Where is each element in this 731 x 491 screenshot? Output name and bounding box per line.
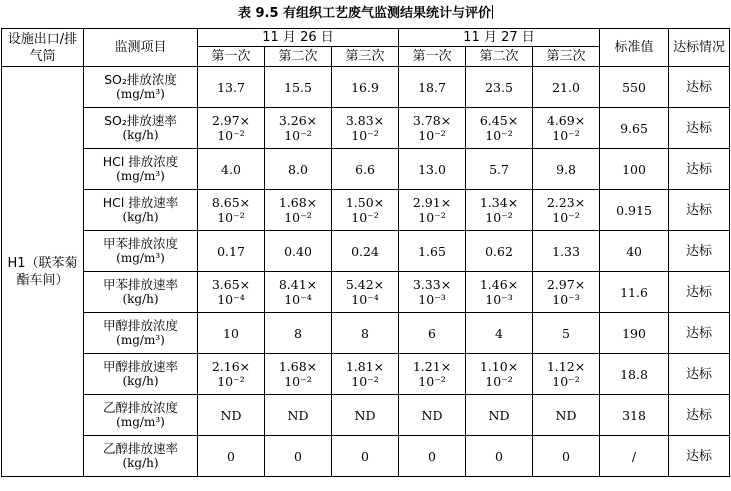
table-row (2, 395, 730, 436)
value-mantissa: 3.26× (278, 113, 318, 128)
value-cell (332, 67, 399, 108)
value-text: 9.8 (556, 161, 576, 177)
value-text: 5 (562, 325, 570, 341)
value-cell (265, 231, 332, 272)
value-exponent: 10⁻² (351, 128, 379, 143)
value-text: 21.0 (552, 79, 580, 95)
value-cell (399, 67, 466, 108)
emissions-table (1, 28, 730, 477)
table-row (2, 231, 730, 272)
value-mantissa: 2.97× (211, 113, 251, 128)
value-cell (265, 436, 332, 477)
value-cell (399, 436, 466, 477)
value-text: 0 (428, 448, 436, 464)
value-exponent: 10⁻³ (485, 292, 513, 307)
value-cell (533, 313, 600, 354)
value-cell (265, 67, 332, 108)
value-cell (533, 108, 600, 149)
value-mantissa: 2.23× (546, 195, 586, 210)
value-cell (533, 272, 600, 313)
value-cell (332, 436, 399, 477)
value-text: ND (421, 407, 443, 423)
value-text: 4 (495, 325, 503, 341)
monitoring-item-cell (84, 436, 198, 477)
evaluation-cell: 达标 (669, 354, 730, 395)
value-mantissa: 4.69× (546, 113, 586, 128)
value-exponent: 10⁻² (351, 374, 379, 389)
evaluation-cell: 达标 (669, 395, 730, 436)
text-cursor (492, 5, 493, 19)
value-cell (399, 272, 466, 313)
item-name: SO₂排放速率 (104, 113, 177, 128)
evaluation-cell: 达标 (669, 108, 730, 149)
value-mantissa: 8.65× (211, 195, 251, 210)
item-unit: (kg/h) (122, 456, 159, 470)
header-item: 监测项目 (84, 29, 198, 67)
item-name: 乙醇排放速率 (102, 441, 178, 456)
value-mantissa: 1.21× (412, 359, 452, 374)
value-cell (533, 149, 600, 190)
evaluation-cell: 达标 (669, 231, 730, 272)
value-cell (198, 149, 265, 190)
monitoring-item-cell (84, 313, 198, 354)
value-cell (399, 395, 466, 436)
monitoring-item-cell (84, 395, 198, 436)
value-text: 8.0 (288, 161, 308, 177)
value-cell (198, 190, 265, 231)
value-cell (265, 190, 332, 231)
value-cell (533, 436, 600, 477)
value-cell (466, 67, 533, 108)
value-cell (198, 67, 265, 108)
value-text: 0 (361, 448, 369, 464)
item-name: 甲苯排放浓度 (102, 236, 178, 251)
value-exponent: 10⁻⁴ (284, 292, 312, 307)
value-cell (265, 149, 332, 190)
item-unit: (mg/m³) (116, 87, 165, 101)
value-exponent: 10⁻² (552, 374, 580, 389)
value-cell (332, 354, 399, 395)
value-text: 8 (294, 325, 302, 341)
value-text: 0 (294, 448, 302, 464)
header-run-3: 第三次 (332, 47, 399, 67)
header-run-5: 第二次 (466, 47, 533, 67)
item-name: 甲苯排放速率 (102, 277, 178, 292)
value-text: 5.7 (489, 161, 509, 177)
item-unit: (mg/m³) (116, 333, 165, 347)
header-run-4: 第一次 (399, 47, 466, 67)
value-mantissa: 1.46× (479, 277, 519, 292)
value-cell (466, 313, 533, 354)
header-standard: 标准值 (600, 29, 669, 67)
value-mantissa: 1.10× (479, 359, 519, 374)
value-cell (332, 149, 399, 190)
value-text: 10 (223, 325, 239, 341)
header-date-2: 11 月 27 日 (399, 29, 600, 47)
value-cell (533, 231, 600, 272)
value-text: 6.6 (355, 161, 375, 177)
standard-value-cell: 318 (600, 395, 669, 436)
item-name: HCl 排放速率 (102, 195, 179, 210)
value-cell (332, 395, 399, 436)
header-date-1: 11 月 26 日 (198, 29, 399, 47)
value-mantissa: 3.83× (345, 113, 385, 128)
value-mantissa: 1.68× (278, 195, 318, 210)
monitoring-item-cell (84, 272, 198, 313)
value-exponent: 10⁻² (485, 128, 513, 143)
value-text: 8 (361, 325, 369, 341)
value-cell (399, 108, 466, 149)
table-row (2, 67, 730, 108)
standard-value-cell: 0.915 (600, 190, 669, 231)
value-text: 0 (227, 448, 235, 464)
monitoring-item-cell (84, 190, 198, 231)
value-cell (399, 190, 466, 231)
value-cell (466, 190, 533, 231)
value-cell (399, 313, 466, 354)
value-text: 1.65 (418, 243, 446, 259)
item-name: 甲醇排放浓度 (102, 318, 178, 333)
value-cell (198, 354, 265, 395)
value-mantissa: 3.65× (211, 277, 251, 292)
evaluation-cell: 达标 (669, 313, 730, 354)
value-text: 0.40 (284, 243, 312, 259)
standard-value-cell: 18.8 (600, 354, 669, 395)
value-cell (466, 354, 533, 395)
site-name-cell: H1（联苯菊酯车间） (2, 67, 84, 477)
value-exponent: 10⁻⁴ (351, 292, 379, 307)
value-mantissa: 5.42× (345, 277, 385, 292)
value-cell (332, 190, 399, 231)
value-text: ND (287, 407, 309, 423)
value-text: 0.17 (217, 243, 245, 259)
value-text: ND (555, 407, 577, 423)
value-cell (533, 190, 600, 231)
standard-value-cell: / (600, 436, 669, 477)
table-row (2, 149, 730, 190)
monitoring-item-cell (84, 67, 198, 108)
value-cell (198, 108, 265, 149)
table-row (2, 354, 730, 395)
value-text: 13.7 (217, 79, 245, 95)
table-caption: 表 9.5 有组织工艺废气监测结果统计与评价 (237, 6, 492, 21)
header-run-6: 第三次 (533, 47, 600, 67)
value-mantissa: 2.91× (412, 195, 452, 210)
monitoring-item-cell (84, 108, 198, 149)
value-cell (466, 231, 533, 272)
value-cell (265, 108, 332, 149)
item-unit: (kg/h) (122, 292, 159, 306)
value-exponent: 10⁻⁴ (217, 292, 245, 307)
value-cell (265, 395, 332, 436)
item-name: 乙醇排放浓度 (102, 400, 178, 415)
value-exponent: 10⁻² (284, 374, 312, 389)
value-text: 0 (495, 448, 503, 464)
item-name: 甲醇排放速率 (102, 359, 178, 374)
table-row (2, 272, 730, 313)
header-evaluation: 达标情况 (669, 29, 730, 67)
item-unit: (mg/m³) (116, 169, 165, 183)
value-mantissa: 1.50× (345, 195, 385, 210)
value-mantissa: 6.45× (479, 113, 519, 128)
table-row (2, 313, 730, 354)
value-text: 6 (428, 325, 436, 341)
value-text: 18.7 (418, 79, 446, 95)
standard-value-cell: 40 (600, 231, 669, 272)
value-mantissa: 2.16× (211, 359, 251, 374)
value-exponent: 10⁻² (418, 374, 446, 389)
header-site: 设施出口/排气筒 (2, 29, 84, 67)
value-text: ND (488, 407, 510, 423)
standard-value-cell: 11.6 (600, 272, 669, 313)
value-mantissa: 8.41× (278, 277, 318, 292)
value-exponent: 10⁻² (552, 210, 580, 225)
item-unit: (mg/m³) (116, 415, 165, 429)
value-cell (533, 354, 600, 395)
item-unit: (kg/h) (122, 128, 159, 142)
table-row (2, 436, 730, 477)
standard-value-cell: 9.65 (600, 108, 669, 149)
value-exponent: 10⁻² (351, 210, 379, 225)
value-cell (265, 313, 332, 354)
value-mantissa: 2.97× (546, 277, 586, 292)
value-exponent: 10⁻² (284, 128, 312, 143)
value-cell (399, 354, 466, 395)
value-cell (198, 436, 265, 477)
value-text: ND (220, 407, 242, 423)
value-mantissa: 1.12× (546, 359, 586, 374)
table-row (2, 190, 730, 231)
value-cell (466, 436, 533, 477)
monitoring-item-cell (84, 354, 198, 395)
value-cell (332, 231, 399, 272)
value-cell (332, 108, 399, 149)
item-unit: (mg/m³) (116, 251, 165, 265)
value-cell (466, 149, 533, 190)
value-text: 23.5 (485, 79, 513, 95)
standard-value-cell: 190 (600, 313, 669, 354)
value-cell (399, 231, 466, 272)
evaluation-cell: 达标 (669, 436, 730, 477)
value-mantissa: 1.34× (479, 195, 519, 210)
value-text: ND (354, 407, 376, 423)
evaluation-cell: 达标 (669, 272, 730, 313)
header-run-2: 第二次 (265, 47, 332, 67)
monitoring-item-cell (84, 149, 198, 190)
value-text: 1.33 (552, 243, 580, 259)
value-text: 0 (562, 448, 570, 464)
value-exponent: 10⁻³ (418, 292, 446, 307)
value-text: 15.5 (284, 79, 312, 95)
value-exponent: 10⁻² (485, 210, 513, 225)
value-cell (332, 272, 399, 313)
value-exponent: 10⁻² (217, 210, 245, 225)
value-cell (198, 313, 265, 354)
value-cell (466, 108, 533, 149)
value-cell (399, 149, 466, 190)
evaluation-cell: 达标 (669, 67, 730, 108)
standard-value-cell: 550 (600, 67, 669, 108)
header-run-1: 第一次 (198, 47, 265, 67)
value-exponent: 10⁻² (485, 374, 513, 389)
value-cell (198, 231, 265, 272)
monitoring-item-cell (84, 231, 198, 272)
value-cell (198, 395, 265, 436)
value-exponent: 10⁻² (552, 128, 580, 143)
value-text: 16.9 (351, 79, 379, 95)
value-mantissa: 3.33× (412, 277, 452, 292)
value-cell (265, 354, 332, 395)
value-exponent: 10⁻² (418, 210, 446, 225)
value-text: 0.24 (351, 243, 379, 259)
value-cell (533, 67, 600, 108)
item-name: SO₂排放浓度 (104, 72, 177, 87)
item-name: HCl 排放浓度 (102, 154, 179, 169)
value-text: 13.0 (418, 161, 446, 177)
value-mantissa: 3.78× (412, 113, 452, 128)
value-cell (265, 272, 332, 313)
value-exponent: 10⁻² (418, 128, 446, 143)
table-row (2, 108, 730, 149)
value-cell (466, 272, 533, 313)
value-cell (332, 313, 399, 354)
value-text: 0.62 (485, 243, 513, 259)
value-exponent: 10⁻³ (552, 292, 580, 307)
value-cell (466, 395, 533, 436)
value-mantissa: 1.68× (278, 359, 318, 374)
standard-value-cell: 100 (600, 149, 669, 190)
value-cell (198, 272, 265, 313)
value-exponent: 10⁻² (284, 210, 312, 225)
value-exponent: 10⁻² (217, 374, 245, 389)
evaluation-cell: 达标 (669, 190, 730, 231)
evaluation-cell: 达标 (669, 149, 730, 190)
item-unit: (kg/h) (122, 374, 159, 388)
value-text: 4.0 (221, 161, 241, 177)
value-cell (533, 395, 600, 436)
item-unit: (kg/h) (122, 210, 159, 224)
value-mantissa: 1.81× (345, 359, 385, 374)
value-exponent: 10⁻² (217, 128, 245, 143)
